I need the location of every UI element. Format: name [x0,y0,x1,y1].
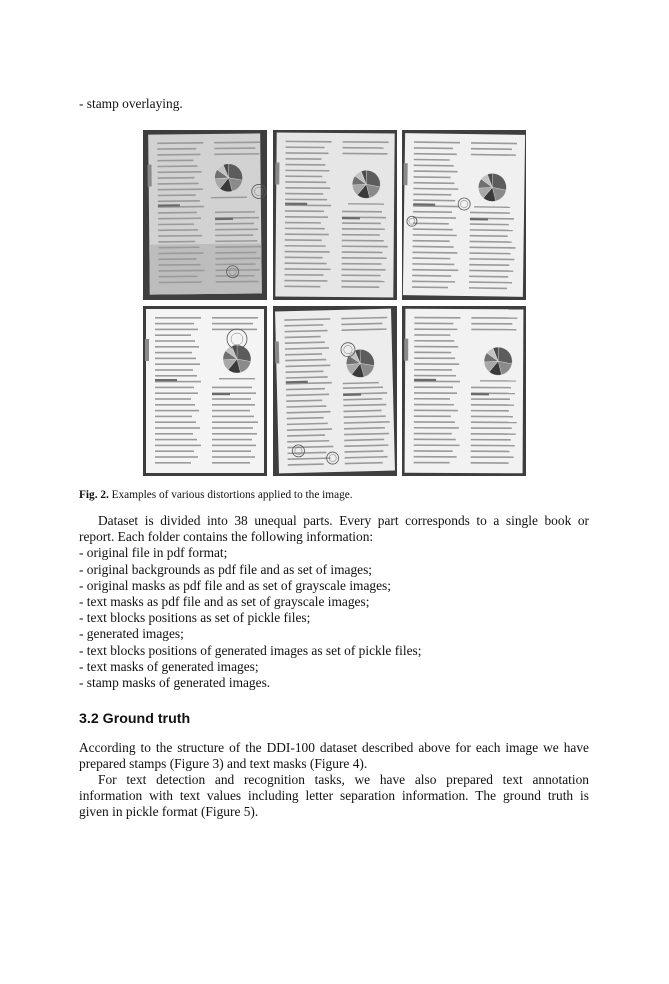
list-item: - text blocks positions of generated images as set of pickle files; [79,642,422,658]
section-heading: 3.2 Ground truth [79,711,191,727]
distortion-example-1 [143,130,267,300]
distortion-example-5 [273,306,397,476]
ground-truth-line-3: For text detection and recognition tasks, we have also prepared text annotation [98,772,589,787]
dataset-paragraph [79,513,589,691]
list-item: - generated images; [79,626,184,642]
ground-truth-line-5: given in pickle format (Figure 5). [79,804,259,820]
list-item: - original backgrounds as pdf file and as set of images; [79,561,373,577]
dataset-line-1: Dataset is divided into 38 unequal parts. Every part corresponds to a single book or [98,513,589,528]
list-item: - stamp masks of generated images. [79,674,271,690]
list-item: - original file in pdf format; [79,545,228,561]
list-item: - text masks of generated images; [79,658,259,674]
ground-truth-line-1: According to the structure of the DDI-100 dataset described above for each image we have [79,740,589,755]
distortion-example-2 [273,130,397,300]
ground-truth-line-2: prepared stamps (Figure 3) and text masks (Figure 4). [79,756,368,772]
figure-caption-text: Examples of various distortions applied to the image. [108,489,353,501]
list-item: - text blocks positions as set of pickle files; [79,610,311,626]
distortion-examples-figure [143,130,526,476]
ground-truth-paragraph-1 [79,740,589,772]
figure-caption [79,489,353,501]
dataset-line-2: report. Each folder contains the following information: [79,529,374,545]
stamp-overlaying-item: - stamp overlaying. [79,96,183,111]
distortion-example-3 [402,130,526,300]
figure-label: Fig. 2. [79,489,109,501]
ground-truth-paragraph-2 [79,772,589,821]
list-item: - original masks as pdf file and as set of grayscale images; [79,577,391,593]
ground-truth-line-4: information with text values including letter separation information. The ground truth is [79,788,589,804]
distortion-example-4 [143,306,267,476]
list-item: - text masks as pdf file and as set of grayscale images; [79,593,370,609]
distortion-example-6 [402,306,526,476]
